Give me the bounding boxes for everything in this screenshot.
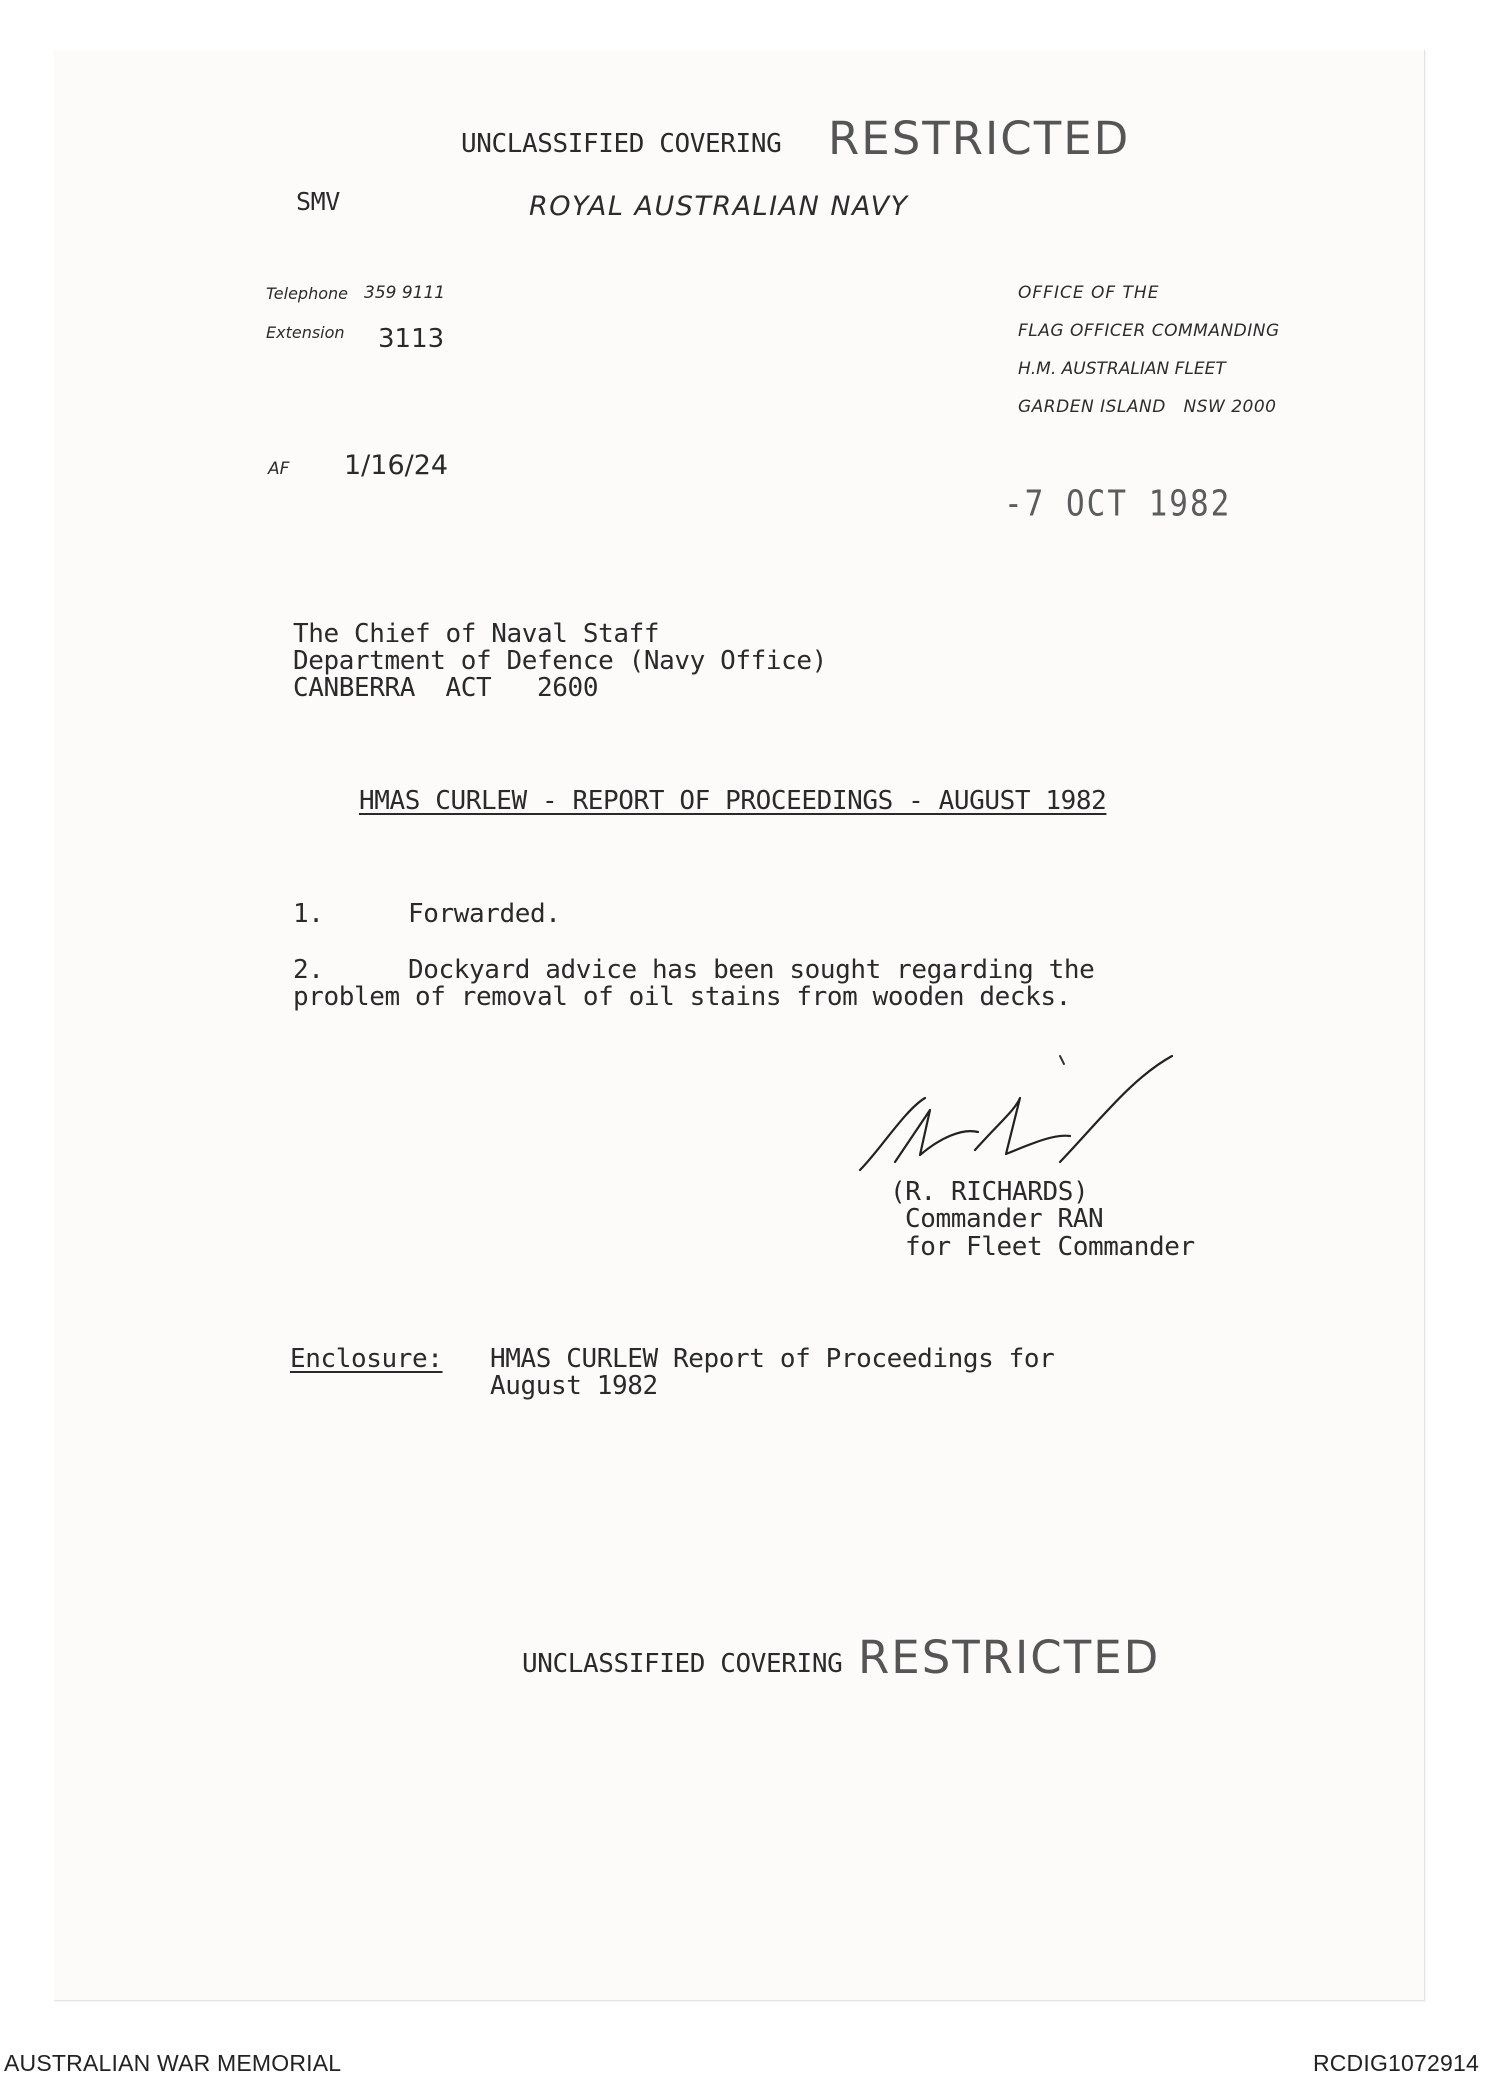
enclosure-line-1: HMAS CURLEW Report of Proceedings for <box>490 1344 1055 1374</box>
paragraph-1-text: Forwarded. <box>408 899 561 929</box>
office-line-2: FLAG OFFICER COMMANDING <box>1018 321 1280 341</box>
enclosure-line-2: August 1982 <box>490 1371 658 1401</box>
signatory-role: for Fleet Commander <box>905 1232 1195 1262</box>
extension-number: 3113 <box>378 324 445 354</box>
restricted-stamp-bottom: RESTRICTED <box>858 1631 1161 1684</box>
paragraph-2-number: 2. <box>293 955 324 985</box>
extension-label: Extension <box>266 323 345 342</box>
office-line-3: H.M. AUSTRALIAN FLEET <box>1018 359 1226 379</box>
paragraph-2-line-2: problem of removal of oil stains from wooden decks. <box>293 982 1071 1012</box>
archive-footer-left: AUSTRALIAN WAR MEMORIAL <box>4 2050 342 2076</box>
restricted-stamp-top: RESTRICTED <box>828 112 1131 165</box>
addressee-line-2: Department of Defence (Navy Office) <box>293 646 827 676</box>
addressee-line-3: CANBERRA ACT 2600 <box>293 673 599 703</box>
organisation-title: ROYAL AUSTRALIAN NAVY <box>529 191 909 222</box>
file-number: 1/16/24 <box>344 450 449 481</box>
paragraph-1-number: 1. <box>293 899 324 929</box>
telephone-label: Telephone <box>266 284 348 303</box>
file-prefix: AF <box>268 459 290 479</box>
office-line-4: GARDEN ISLAND NSW 2000 <box>1018 397 1277 417</box>
paragraph-2-line-1: Dockyard advice has been sought regarding the <box>408 955 1095 985</box>
office-line-1: OFFICE OF THE <box>1018 283 1160 303</box>
archive-footer-right: RCDIG1072914 <box>1312 2050 1479 2076</box>
enclosure-label: Enclosure: <box>290 1344 443 1374</box>
classification-bottom: UNCLASSIFIED COVERING <box>522 1649 843 1679</box>
signatory-rank: Commander RAN <box>905 1204 1104 1234</box>
subject-line: HMAS CURLEW - REPORT OF PROCEEDINGS - AUGUST 1982 <box>359 786 1107 816</box>
telephone-number: 359 9111 <box>364 283 446 303</box>
date-stamp: -7 OCT 1982 <box>1004 483 1232 525</box>
document-page <box>54 50 1425 2001</box>
signature-graphic <box>850 1050 1180 1180</box>
addressee-line-1: The Chief of Naval Staff <box>293 619 660 649</box>
initials: SMV <box>296 187 340 216</box>
signatory-name: (R. RICHARDS) <box>890 1177 1089 1207</box>
classification-top: UNCLASSIFIED COVERING <box>461 129 782 159</box>
